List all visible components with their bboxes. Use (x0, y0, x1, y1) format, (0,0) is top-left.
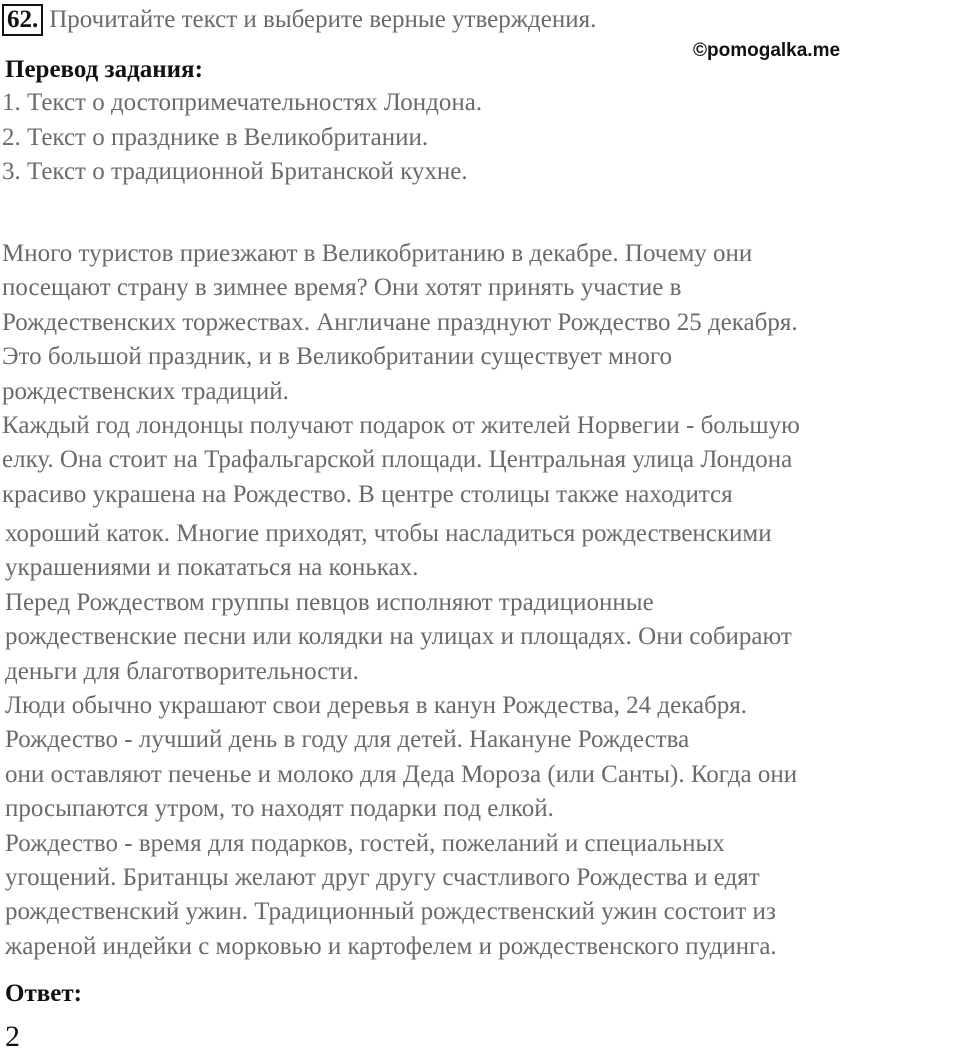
text-line: посещают страну в зимнее время? Они хотят принять участие в (2, 274, 682, 302)
text-line: красиво украшена на Рождество. В центре столицы также находится (2, 480, 733, 508)
task-number: 62. (2, 4, 43, 36)
text-line: Рождество - лучший день в году для детей. Накануне Рождества (5, 726, 690, 754)
text-line: Это большой праздник, и в Великобритании существует много (2, 343, 672, 371)
text-line: угощений. Британцы желают друг другу счастливого Рождества и едят (5, 864, 760, 892)
text-line: рождественский ужин. Традиционный рождественский ужин состоит из (5, 898, 776, 926)
text-block-1 (2, 237, 960, 512)
translation-list (2, 86, 482, 190)
text-line: рождественских традиций. (2, 377, 289, 405)
watermark: ©pomogalka.me (693, 40, 841, 61)
text-line: украшениями и покататься на коньках. (5, 554, 419, 582)
list-item: 2. Текст о празднике в Великобритании. (2, 123, 429, 151)
text-line: Люди обычно украшают свои деревья в канун Рождества, 24 декабря. (5, 692, 748, 720)
text-block-2 (5, 517, 960, 964)
text-line: Перед Рождеством группы певцов исполняют традиционные (5, 588, 654, 616)
text-line: жареной индейки с морковью и картофелем и рождественского пудинга. (5, 932, 777, 960)
task-instruction: Прочитайте текст и выберите верные утверждения. (49, 6, 597, 33)
text-line: хороший каток. Многие приходят, чтобы насладиться рождественскими (5, 520, 772, 547)
translation-heading: Перевод задания: (5, 56, 203, 83)
text-line: елку. Она стоит на Трафальгарской площади. Центральная улица Лондона (2, 446, 793, 474)
text-line: Каждый год лондонцы получают подарок от жителей Норвегии - большую (2, 412, 800, 440)
answer-heading: Ответ: (5, 980, 82, 1007)
text-line: рождественские песни или колядки на улицах и площадях. Они собирают (5, 623, 792, 651)
task-header (2, 4, 596, 38)
text-line: Много туристов приезжают в Великобританию в декабре. Почему они (2, 240, 753, 267)
list-item: 1. Текст о достопримечательностях Лондона. (2, 89, 483, 116)
text-line: они оставляют печенье и молоко для Деда Мороза (или Санты). Когда они (5, 760, 798, 788)
text-line: Рождественских торжествах. Англичане празднуют Рождество 25 декабря. (2, 308, 798, 336)
text-line: Рождество - время для подарков, гостей, пожеланий и специальных (5, 829, 725, 857)
text-line: деньги для благотворительности. (5, 657, 359, 685)
answer-value: 2 (5, 1020, 20, 1053)
text-line: просыпаются утром, то находят подарки под елкой. (5, 795, 554, 823)
list-item: 3. Текст о традиционной Британской кухне. (2, 158, 468, 185)
